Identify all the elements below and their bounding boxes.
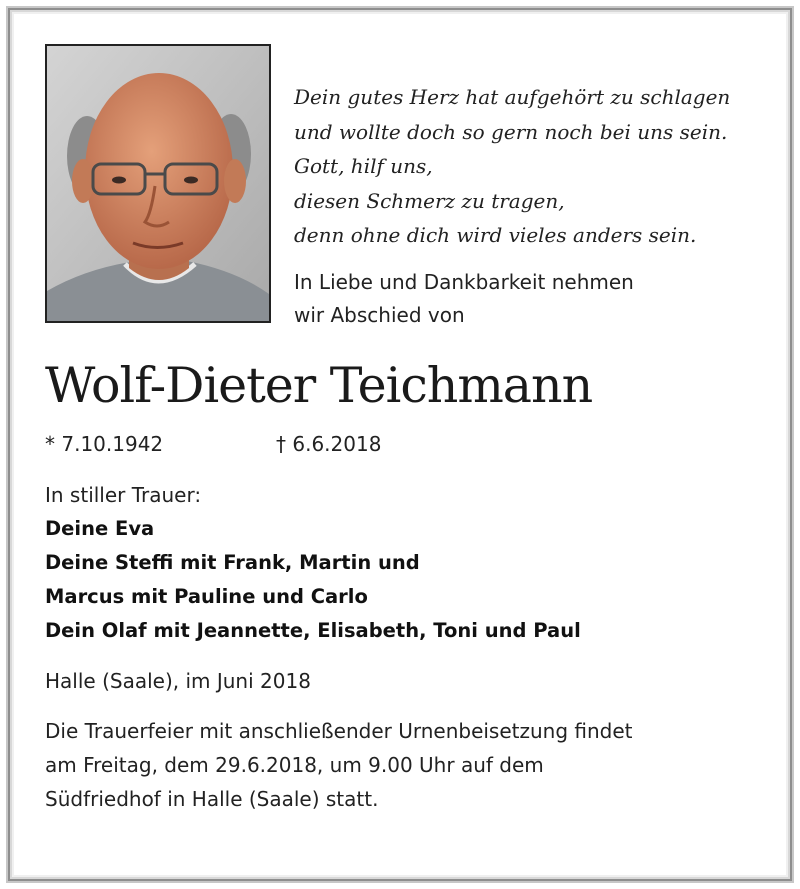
- mourners-section: [45, 478, 775, 648]
- farewell-intro: [294, 266, 774, 332]
- poem-line: Dein gutes Herz hat aufgehört zu schlagen: [294, 85, 731, 109]
- funeral-notice: [45, 714, 775, 816]
- mourner-line: Deine Eva: [45, 517, 155, 540]
- portrait-illustration: [47, 46, 269, 321]
- mourning-label: In stiller Trauer:: [45, 483, 202, 507]
- intro-line: In Liebe und Dankbarkeit nehmen: [294, 270, 634, 294]
- poem-line: diesen Schmerz zu tragen,: [294, 188, 565, 213]
- intro-line: wir Abschied von: [294, 303, 465, 327]
- death-date: † 6.6.2018: [276, 432, 382, 456]
- poem-line: und wollte doch so gern noch bei uns sein.: [294, 119, 728, 144]
- deceased-name: Wolf-Dieter Teichmann: [45, 357, 593, 414]
- birth-date: * 7.10.1942: [45, 432, 164, 456]
- mourner-names: [45, 512, 775, 648]
- mourner-line: Marcus mit Pauline und Carlo: [45, 585, 368, 608]
- funeral-line: Die Trauerfeier mit anschließender Urnenbeisetzung findet: [45, 719, 633, 743]
- funeral-line: am Freitag, dem 29.6.2018, um 9.00 Uhr auf dem: [45, 753, 544, 777]
- funeral-line: Südfriedhof in Halle (Saale) statt.: [45, 787, 379, 811]
- poem: [294, 80, 774, 253]
- poem-line: Gott, hilf uns,: [294, 154, 433, 178]
- mourner-line: Deine Steffi mit Frank, Martin und: [45, 551, 420, 574]
- place-and-date: Halle (Saale), im Juni 2018: [45, 669, 311, 693]
- mourner-line: Dein Olaf mit Jeannette, Elisabeth, Toni und Paul: [45, 619, 581, 642]
- poem-line: denn ohne dich wird vieles anders sein.: [294, 223, 697, 247]
- portrait-photo: [45, 44, 271, 323]
